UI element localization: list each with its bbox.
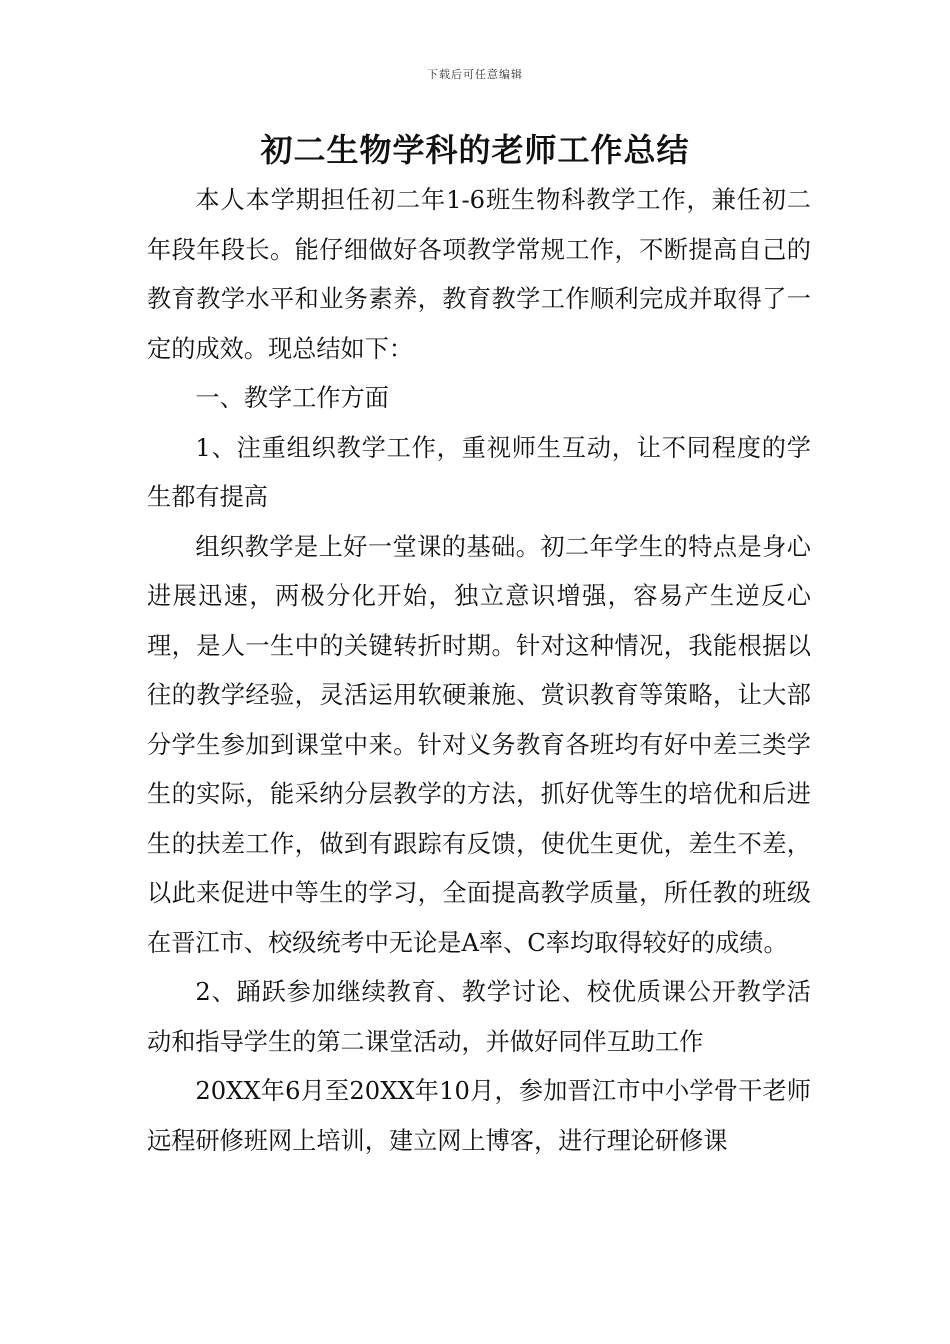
paragraph-organize-teaching: 组织教学是上好一堂课的基础。初二年学生的特点是身心进展迅速，两极分化开始，独立意识增强，容易产生逆反心理，是人一生中的关键转折时期。针对这种情况，我能根据以往的教学经验，灵活运用软硬兼施、赏识教育等策略，让大部分学生参加到课堂中来。针对义务教育各班均有好中差三类学生的实际，能采纳分层教学的方法，抓好优等生的培优和后进生的扶差工作，做到有跟踪有反馈，使优生更优，差生不差，以此来促进中等生的学习，全面提高教学质量，所任教的班级在晋江市、校级统考中无论是A率、C率均取得较好的成绩。: [147, 532, 811, 957]
document-body: [147, 176, 811, 1166]
paragraph-intro: 本人本学期担任初二年1-6班生物科教学工作，兼任初二年段年段长。能仔细做好各项教学常规工作，不断提高自己的教育教学水平和业务素养，教育教学工作顺利完成并取得了一定的成效。现总结如下：: [147, 186, 811, 363]
subheading-continuing-education: 2、踊跃参加继续教育、教学讨论、校优质课公开教学活动和指导学生的第二课堂活动，并做好同伴互助工作: [147, 978, 811, 1056]
header-note: 下载后可任意编辑: [427, 68, 523, 81]
section-heading-teaching: 一、教学工作方面: [195, 384, 389, 412]
subheading-organize-teaching: 1、注重组织教学工作，重视师生互动，让不同程度的学生都有提高: [147, 433, 811, 511]
paragraph-training: 20XX年6月至20XX年10月，参加晋江市中小学骨干老师远程研修班网上培训，建立网上博客，进行理论研修课: [147, 1077, 811, 1155]
document-title: 初二生物学科的老师工作总结: [260, 131, 690, 169]
